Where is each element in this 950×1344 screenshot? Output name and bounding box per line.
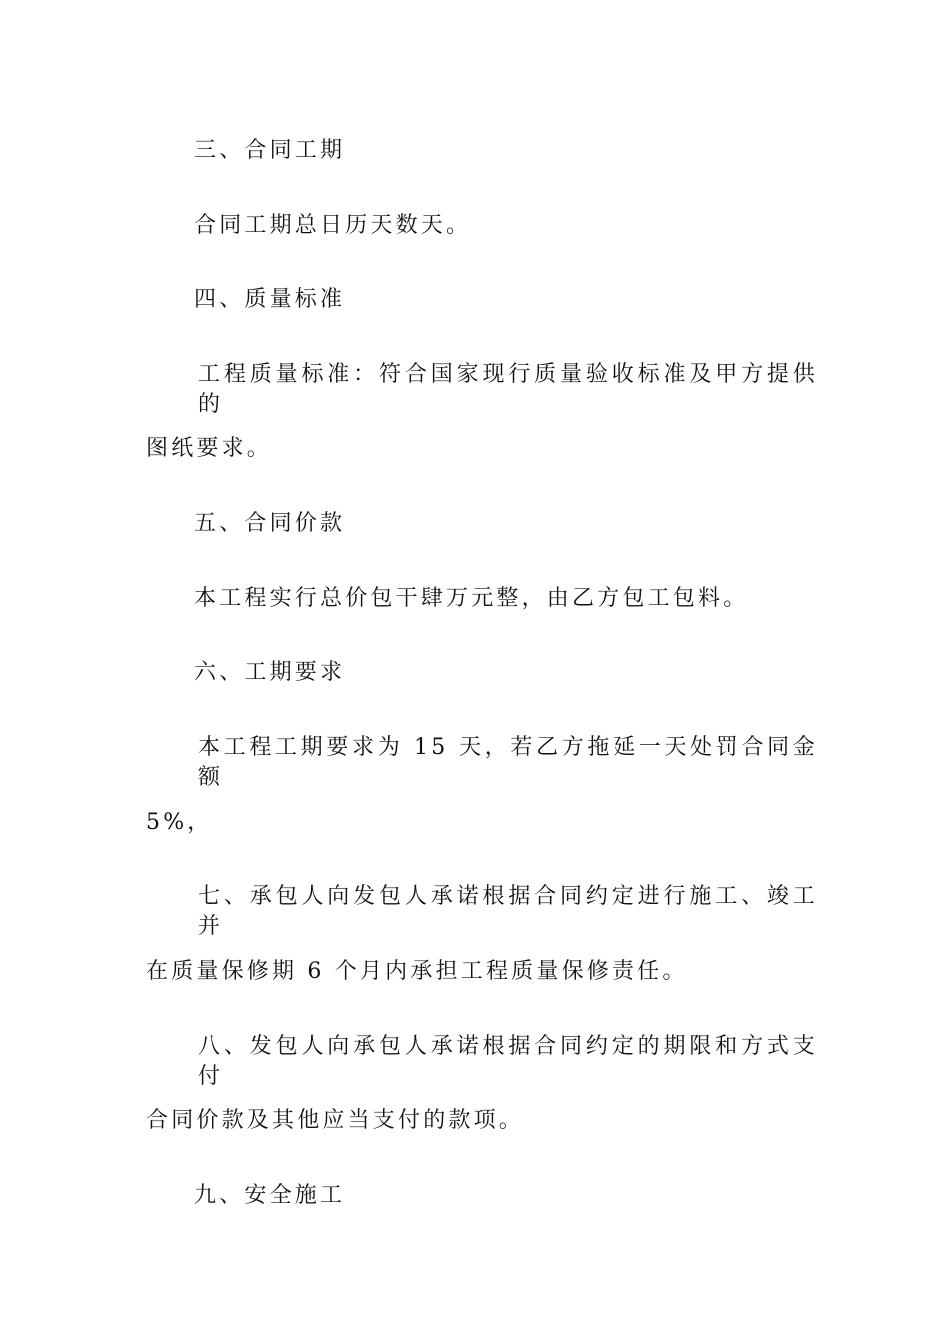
section-heading-quality-standard: 四、质量标准 [194, 287, 346, 312]
paragraph-contractor-commitment-line-2: 在质量保修期 6 个月内承担工程质量保修责任。 [146, 959, 688, 984]
section-heading-contract-period: 三、合同工期 [194, 138, 346, 163]
section-heading-safe-construction: 九、安全施工 [194, 1183, 346, 1208]
paragraph-quality-standard-line-1: 工程质量标准：符合国家现行质量验收标准及甲方提供的 [198, 362, 818, 417]
section-heading-schedule-requirements: 六、工期要求 [194, 660, 346, 685]
section-heading-contract-price: 五、合同价款 [194, 511, 346, 536]
paragraph-contractor-commitment-line-1: 七、承包人向发包人承诺根据合同约定进行施工、竣工并 [198, 884, 818, 939]
paragraph-employer-commitment-line-1: 八、发包人向承包人承诺根据合同约定的期限和方式支付 [198, 1034, 818, 1089]
paragraph-quality-standard-line-2: 图纸要求。 [146, 436, 273, 461]
paragraph-contract-period: 合同工期总日历天数天。 [194, 213, 472, 238]
paragraph-schedule-line-2: 5%， [146, 810, 213, 835]
paragraph-schedule-line-1: 本工程工期要求为 15 天，若乙方拖延一天处罚合同金额 [198, 735, 818, 790]
paragraph-employer-commitment-line-2: 合同价款及其他应当支付的款项。 [146, 1108, 525, 1133]
paragraph-contract-price: 本工程实行总价包干肆万元整，由乙方包工包料。 [194, 586, 749, 611]
